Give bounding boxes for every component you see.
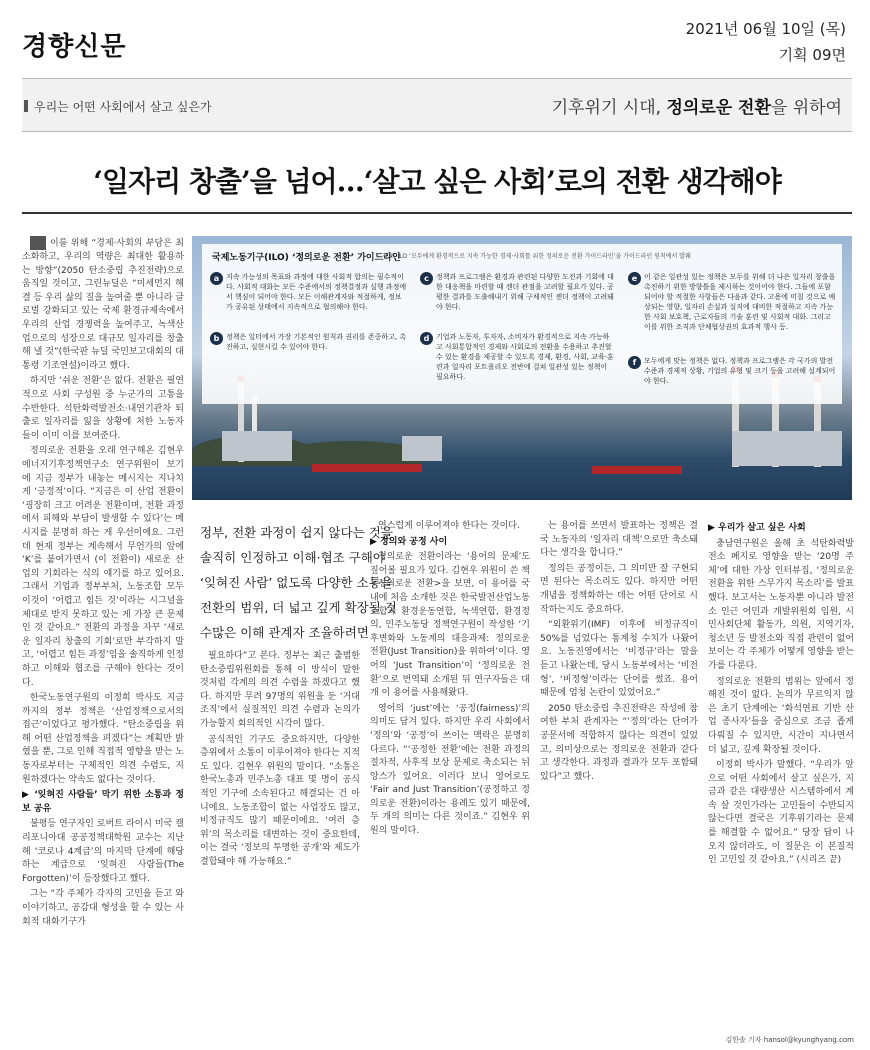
subheading: ▶ 정의와 공정 사이 <box>370 536 448 547</box>
paragraph: 그는 “각 주체가 각자의 고민을 듣고 와 이야기하고, 공감대 형성을 할 수 있는 사회적 대화기구가 <box>22 889 184 927</box>
ilo-guideline-box <box>202 244 842 404</box>
guideline-item-f: 모두에게 맞는 정책은 없다. 정책과 프로그램은 각 국가의 발전 수준과 경제적 상황, 기업의 유형 및 크기 등을 고려해 설계되어야 한다. <box>644 357 836 385</box>
guideline-source: 자료: ILO ‘모두에게 환경적으로 지속 가능한 경제·사회를 위한 정의로운 전환 가이드라인’을 가이드라인 원칙에서 발췌 <box>382 253 691 260</box>
subheading: ▶ ‘잊혀진 사람들’ 막기 위한 소통과 정보 공유 <box>22 790 184 814</box>
paragraph: 2050 탄소중립 추진전략은 작성에 참여한 부처 관계자는 “‘정의’라는 단어가 공문서에 적합하지 않다는 의견이 있었고, 의미상으로는 정의로운 전환과 같다고 생각한다. 과정과 결과가 모두 포함돼 있다”고 했다. <box>540 703 698 782</box>
guideline-item-c: 정책과 프로그램은 환경과 관련된 다양한 도전과 기회에 대한 대응책을 마련할 때 젠더 관점을 고려할 필요가 있다. 공평한 결과를 도출해내기 위해 구체적인 젠더 정책이 고려돼야 한다. <box>436 273 614 311</box>
subtitle-emphasis: 정의로운 전환 <box>666 98 771 118</box>
subheading: ▶ 우리가 살고 싶은 사회 <box>708 523 806 533</box>
paragraph: 정의로운 전환이라는 ‘용어의 문제’도 짚어볼 필요가 있다. 김현우 위원이 쓴 책 <정의로운 전환>을 보면, 이 용어를 국내에 처음 소개한 것은 한국발전산업노동조합과 환경운동연합, 녹색연합, 환경정의, 민주노동당 정책연구원이 작성한 ‘기후변화와 노동계의 대응과제: 정의로운 전환(Just Transition)을 위하여’이다. 영어의 ‘Just Transition’이 ‘정의로운 전환’으로 번역돼 소개된 뒤 연구자들은 대개 이 용어를 사용해왔다. <box>370 552 530 699</box>
guideline-title: 국제노동기구(ILO) ‘정의로운 전환’ 가이드라인 <box>212 253 401 263</box>
pull-quote-line: ‘잊혀진 사람’ 없도록 다양한 소통을 <box>200 575 393 590</box>
guideline-item-d: 기업과 노동자, 투자자, 소비자가 환경적으로 지속 가능하고 사회통합적인 경제와 사회로의 전환을 수용하고 추진할 수 있는 환경을 제공할 수 있도록 경제, 환경, 사회, 교육·훈련과 일자리 포트폴리오 전반에 걸쳐 일관성 있는 정책이 필요하다. <box>436 333 614 381</box>
cargo-ship <box>592 466 682 474</box>
paragraph: 한국노동연구원의 이정희 박사도 지금까지의 정부 정책은 ‘산업정책으로서의 접근’이었다고 평가했다. “탄소중립을 위해 어떤 산업정책을 펴겠다”는 계획만 밝혔을 뿐, 그로 인해 직접적 영향을 받는 노동자로부터는 구체적인 의견 수렴도, 지원하겠다는 약속도 없다는 것이다. <box>22 693 184 785</box>
guideline-item-a: 지속 가능성의 목표와 과정에 대한 사회적 합의는 필수적이다. 사회적 대화는 모든 수준에서의 정책결정과 실행 과정에서 핵심이 되어야 한다. 모든 이해관계자와 적절하게, 정보가 공유된 상태에서 지속적으로 협의해야 한다. <box>226 273 407 311</box>
badge-b: b <box>210 332 223 345</box>
series-subtitle <box>552 93 842 118</box>
cargo-ship <box>312 464 422 472</box>
series-title: 우리는 어떤 사회에서 살고 싶은가 <box>34 100 212 114</box>
article-column-4 <box>370 520 530 1030</box>
article-column-1 <box>22 236 184 1036</box>
series-band <box>22 78 852 132</box>
plant-building <box>402 436 442 461</box>
paragraph: 하지만 ‘쉬운 전환’은 없다. 전환은 필연적으로 사회 구성원 중 누군가의 고통을 수반한다. 석탄화력발전소·내연기관차 퇴출로 일자리를 잃을 상황에 처한 노동자들이 이미 이를 보여준다. <box>22 376 184 441</box>
plant-building <box>222 431 292 461</box>
paragraph: 영어의 ‘just’에는 ‘공정(fairness)’의 의미도 담겨 있다. 하지만 우리 사회에서 ‘정의’와 ‘공정’이 쓰이는 맥락은 분명히 다르다. “‘공정한 전환’에는 전환 과정의 절차적, 사후적 보상 문제로 축소되는 뉘앙스가 있어요. 이러다 보니 영어로도 ‘Fair and Just Transition’(공정하고 정의로운 전환)이라는 용례도 있기 때문에, 두 개의 의미는 다른 것이죠.” 김현우 위원의 말이다. <box>370 703 530 837</box>
column-marker-icon <box>30 236 46 250</box>
pull-quote-line: 전환의 범위, 더 넓고 깊게 확장될 것 <box>200 600 397 615</box>
issue-date: 2021년 06월 10일 (목) <box>685 20 846 38</box>
headline: ‘일자리 창출’을 넘어…‘살고 싶은 사회’로의 전환 생각해야 <box>93 165 781 198</box>
article-column-3 <box>200 650 360 1030</box>
pull-quote-line: 솔직히 인정하고 이해·협조 구해야 <box>200 550 385 565</box>
page-number: 기획 09면 <box>778 46 846 64</box>
article-column-6 <box>708 520 854 1030</box>
paragraph: 충남연구원은 올해 초 석탄화력발전소 폐지로 영향을 받는 ‘20명 주체’에 대한 가상 인터뷰집, ‘정의로운 전환을 위한 스무가지 목소리’를 발표했다. 보고서는 노동자뿐 아니라 발전소 인근 어민과 개발위원회 임원, 시민사회단체 활동가, 의원, 지역기자, 청소년 등 발전소와 직접 관련이 없어 보이는 각 주체가 어떻게 영향을 받는가를 다룬다. <box>708 538 854 671</box>
guideline-item-e: 이 같은 일관성 있는 정책은 모두를 위해 더 나은 일자리 창출을 촉진하기 위한 방향틀을 제시하는 것이어야 한다. 그들에 포함되어야 할 적절한 사항들은 다음과 같다. 고용에 미칠 것으로 예상되는 영향, 일자리 손실과 실직에 대비한 적절하고 지속 가능한 사회 보호책, 근로자들의 기술 훈련 및 사회적 대화. 그리고 이를 위한 조직과 단체협상권의 효과적 행사 등. <box>644 273 836 331</box>
hill-shape <box>282 441 422 466</box>
badge-d: d <box>420 332 433 345</box>
paragraph: 이정희 박사가 말했다. “우리가 앞으로 어떤 사회에서 살고 싶은가, 지금과 같은 대량생산 시스템하에서 계속 살 것인가라는 고민들이 수반되지 않는다면 결국은 기후위기라는 문제를 해결할 수 없어요.” 당장 답이 나오지 않더라도, 이 질문은 이 본질적인 고민일 것 같아요.” (시리즈 끝) <box>708 760 854 866</box>
newspaper-logo: 경향신문 <box>22 32 127 62</box>
subtitle-part: 기후위기 시대, <box>551 98 667 118</box>
plant-building <box>732 431 842 466</box>
subtitle-part: 을 위하여 <box>770 98 842 118</box>
paragraph: 연스럽게 이루어져야 한다는 것이다. <box>378 521 520 531</box>
paragraph: 정의로운 전환을 오래 연구해온 김현우 에너지기후정책연구소 연구위원이 보기에 지금 정부가 내놓는 메시지는 지나치게 ‘긍정적’이다. “지금은 이 산업 전환이 ‘굉장히 크고 어려운 전환이며, 전환 과정에서 피해와 부담이 발생할 수 있다’는 메시지를 분명히 하는 게 우선이에요. 그런데 현재 정부는 계속해서 무언가의 앞에 ‘K’를 붙여가면서 (이 전환이) 새로운 산업의 기회라는 식의 얘기를 하고 있어요. 그래서 기업과 정부부처, 노동조합 모두 이것이 ‘어렵고 힘든 것’이라는 시그널을 제대로 받지 못하고 있는 게 가장 큰 문제인 것 같아요.” 전환의 과정을 자꾸 ‘새로운 일자리 창출의 기회’로만 부각하지 말고, ‘어렵고 힘든 과정’임을 솔직하게 인정하고 이해와 협조를 구해야 한다는 것이다. <box>22 446 184 688</box>
paragraph-text: 이를 위해 “경제·사회의 부담은 최소화하고, 우리의 역량은 최대한 활용하는 방향”(2050 탄소중립 추진전략)으로 움직일 것이고, 그린뉴딜은 “미세먼지 해결 등 우리 삶의 질을 높여줄 뿐 아니라 글로벌 강화되고 있는 국제 환경규제속에서 우리의 산업 경쟁력을 높여주고, 녹색산업으로의 성장으로 대규모 일자리를 창출해 낼 것”(한국판 뉴딜 국민보고대회의 대통령 기조연설)이라고 했다. <box>22 238 184 371</box>
paragraph: 불평등 연구자인 로버트 라이시 미국 캘리포니아대 공공정책대학원 교수는 지난해 ‘코로나 4계급’의 마지막 단계에 해당하는 계급으로 ‘잊혀진 사람들(The Forgotten)’이 등장했다고 했다. <box>22 819 184 884</box>
paragraph <box>22 236 184 373</box>
badge-f: f <box>628 356 641 369</box>
pull-quote-line: 수많은 이해 관계자 조율하려면 <box>200 625 369 640</box>
badge-a: a <box>210 272 223 285</box>
badge-c: c <box>420 272 433 285</box>
paragraph: 필요하다”고 본다. 정부는 최근 출범한 탄소중립위원회를 통해 이 방식이 말한 것처럼 각계의 의견 수렴을 하겠다고 했다. 하지만 무려 97명의 위원을 둔 ‘거대 조직’에서 실질적인 의견 수렴과 논의가 가능할지 회의적인 시각이 많다. <box>200 651 360 729</box>
paragraph: 정의로운 전환의 범위는 앞에서 정해진 것이 없다. 논의가 무르익지 않은 초기 단계에는 ‘화석연료 기반 산업 종사자’들을 중심으로 조금 좁게 다뤄질 수 있지만, 시간이 지나면서 더 넓고, 깊게 확장될 것이다. <box>708 676 854 755</box>
paragraph: “외환위기(IMF) 이후에 비정규직이 50%를 넘었다는 통계청 수치가 나왔어요. 노동진영에서는 ‘비정규’라는 말을 듣고 나왔는데, 당시 노동부에서는 ‘비전형’, ‘비정형’이라는 단어를 썼죠. 용어 때문에 엄청 논란이 있었어요.” <box>540 620 698 699</box>
pull-quote-line: 정부, 전환 과정이 쉽지 않다는 것을 <box>200 525 393 540</box>
paragraph: 정의든 공정이든, 그 의미만 잘 구현되면 된다는 목소리도 있다. 하지만 어떤 개념을 정책화하는 데는 어떤 단어로 시작하는지도 중요하다. <box>540 563 698 615</box>
badge-e: e <box>628 272 641 285</box>
byline: 김한솔 기자 hansol@kyunghyang.com <box>725 1036 854 1044</box>
article-column-5 <box>540 520 698 1030</box>
pull-quote <box>200 520 397 645</box>
masthead <box>22 12 852 74</box>
paragraph: 공식적인 기구도 중요하지만, 다양한 층위에서 소통이 이루어져야 한다는 지적도 있다. 김현우 위원의 말이다. “소통은 한국노총과 민주노총 대표 몇 명이 공식적인 기구에 소속된다고 해결되는 건 아니에요. 노동조합이 없는 사업장도 많고, 비정규직도 많기 때문이에요. ‘여러 층위’의 목소리를 대변하는 것이 중요한데, 이는 결국 ‘정보의 투명한 공개’와 제도가 결합돼야 해 가능해요.” <box>200 734 360 867</box>
headline-rule <box>22 212 852 214</box>
guideline-item-b: 정책은 일터에서 가장 기본적인 원칙과 권리를 존중하고, 촉진하고, 실현시킬 수 있어야 한다. <box>226 333 407 351</box>
paragraph: 는 용어를 쓰면서 발표하는 정책은 결국 노동자의 ‘일자리 대책’으로만 축소돼다는 생각을 합니다.” <box>540 521 698 559</box>
